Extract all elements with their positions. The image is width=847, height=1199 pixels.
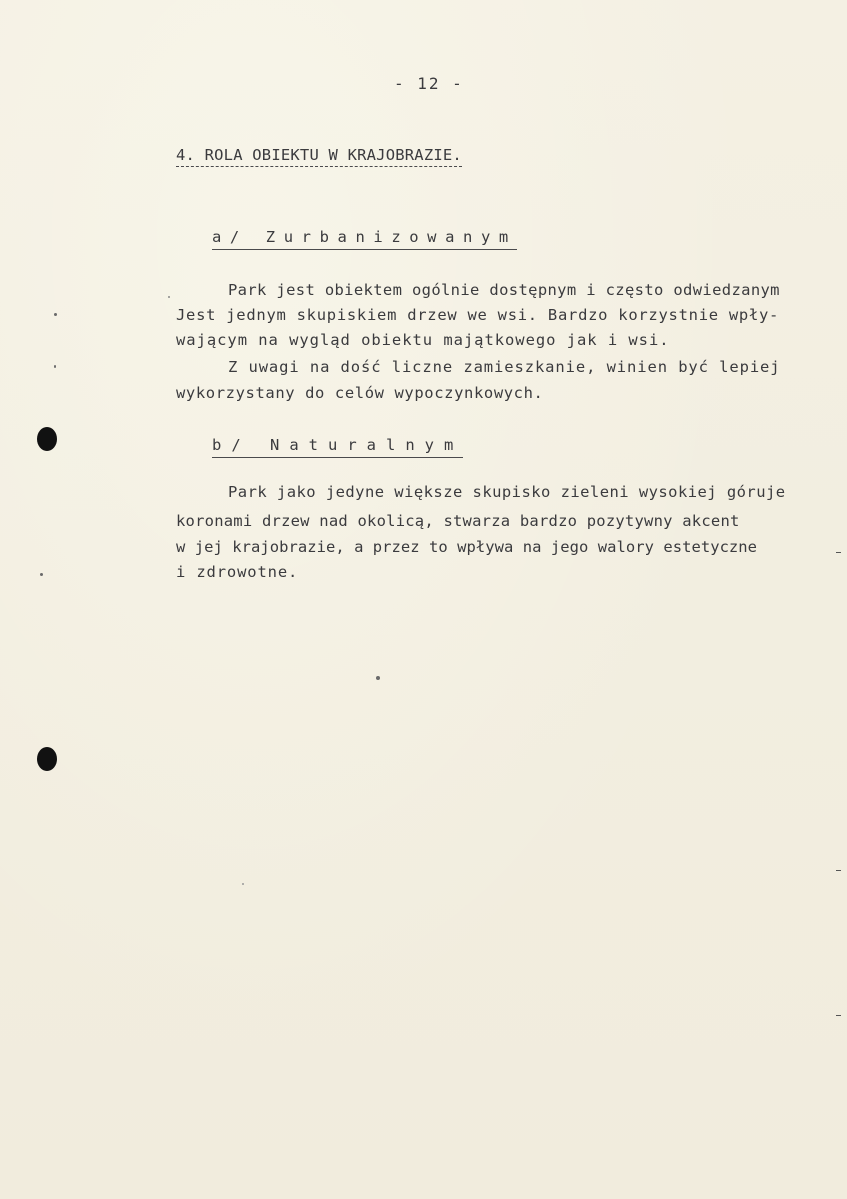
paper-speck (54, 365, 56, 368)
paper-speck (40, 573, 43, 576)
paper-speck (54, 313, 57, 316)
paper-speck (242, 883, 244, 885)
punch-hole (37, 427, 57, 451)
paragraph-line: wającym na wygląd obiektu majątkowego jak i wsi. (176, 331, 670, 349)
subsection-a-title: a/ Zurbanizowanym (212, 230, 517, 250)
paragraph-line: Park jest obiektem ogólnie dostępnym i często odwiedzanym (228, 281, 780, 299)
paragraph-line: w jej krajobrazie, a przez to wpływa na jego walory estetyczne (176, 538, 758, 556)
edge-mark (836, 870, 841, 871)
punch-hole (37, 747, 57, 771)
subsection-b-title: b/ Naturalnym (212, 438, 463, 458)
paper-speck (168, 296, 170, 298)
section-heading: 4. ROLA OBIEKTU W KRAJOBRAZIE. (176, 148, 462, 167)
paragraph-line: Park jako jedyne większe skupisko zieleni wysokiej góruje (228, 483, 786, 501)
page-number: - 12 - (394, 74, 464, 93)
edge-mark (836, 1015, 841, 1016)
paragraph-line: Jest jednym skupiskiem drzew we wsi. Bardzo korzystnie wpły- (176, 306, 780, 324)
paragraph-line: koronami drzew nad okolicą, stwarza bardzo pozytywny akcent (176, 512, 740, 530)
paper-speck (376, 676, 380, 680)
edge-mark (836, 552, 841, 553)
paragraph-line: Z uwagi na dość liczne zamieszkanie, winien być lepiej (228, 358, 781, 376)
paragraph-line: i zdrowotne. (176, 563, 299, 581)
paragraph-line: wykorzystany do celów wypoczynkowych. (176, 384, 544, 402)
